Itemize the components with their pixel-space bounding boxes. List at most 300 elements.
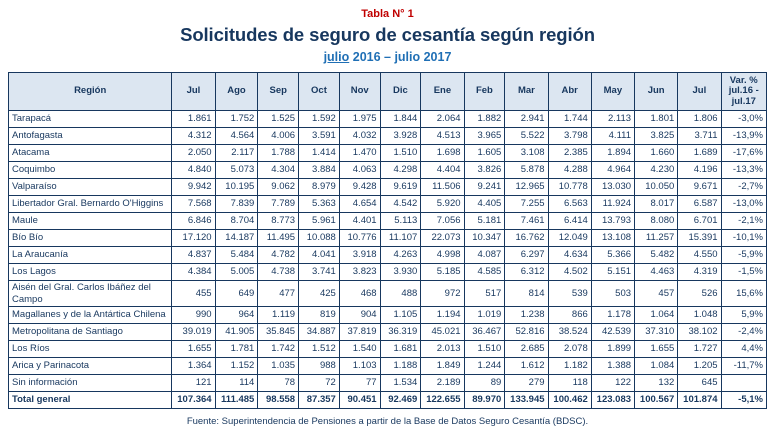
- row-variation-value: -3,0%: [721, 111, 766, 128]
- row-month-value: 5.366: [591, 247, 634, 264]
- table-row: [9, 307, 767, 324]
- col-header-variation: [721, 73, 766, 111]
- row-month-value: 10.050: [635, 179, 678, 196]
- row-month-value: 1.806: [678, 111, 721, 128]
- row-month-value: 2.064: [421, 111, 464, 128]
- row-month-value: 77: [339, 375, 380, 392]
- row-month-value: 503: [591, 281, 634, 307]
- table-row: [9, 358, 767, 375]
- row-month-value: 6.563: [548, 196, 591, 213]
- table-row: [9, 281, 767, 307]
- row-month-value: 1.592: [299, 111, 340, 128]
- row-month-value: 12.965: [505, 179, 548, 196]
- row-month-value: 101.874: [678, 392, 721, 409]
- row-month-value: 7.461: [505, 213, 548, 230]
- row-month-value: 7.839: [215, 196, 258, 213]
- row-month-value: 16.762: [505, 230, 548, 247]
- row-month-value: 988: [299, 358, 340, 375]
- row-month-value: 488: [380, 281, 421, 307]
- row-month-value: 118: [548, 375, 591, 392]
- row-month-value: 5.482: [635, 247, 678, 264]
- col-header-abr: Abr: [548, 73, 591, 111]
- row-month-value: 7.789: [258, 196, 299, 213]
- subtitle-range: 2016 – julio 2017: [349, 50, 452, 64]
- row-month-value: 4.654: [339, 196, 380, 213]
- row-variation-value: -2,7%: [721, 179, 766, 196]
- row-month-value: 1.182: [548, 358, 591, 375]
- row-month-value: 1.605: [464, 145, 505, 162]
- row-variation-value: -5,1%: [721, 392, 766, 409]
- row-month-value: 13.108: [591, 230, 634, 247]
- row-region-name: Libertador Gral. Bernardo O'Higgins: [9, 196, 172, 213]
- row-month-value: 5.484: [215, 247, 258, 264]
- row-month-value: 4.837: [172, 247, 215, 264]
- row-month-value: 14.187: [215, 230, 258, 247]
- row-month-value: 133.945: [505, 392, 548, 409]
- table-row: [9, 341, 767, 358]
- row-month-value: 972: [421, 281, 464, 307]
- row-month-value: 1.612: [505, 358, 548, 375]
- row-month-value: 36.467: [464, 324, 505, 341]
- row-month-value: 11.506: [421, 179, 464, 196]
- row-month-value: 819: [299, 307, 340, 324]
- col-header-jul17: Jul: [678, 73, 721, 111]
- row-region-name: Atacama: [9, 145, 172, 162]
- row-month-value: 34.887: [299, 324, 340, 341]
- row-month-value: 6.414: [548, 213, 591, 230]
- row-month-value: 4.006: [258, 128, 299, 145]
- row-month-value: 3.591: [299, 128, 340, 145]
- variation-line-2: jul.16 -: [728, 85, 759, 97]
- row-month-value: 1.744: [548, 111, 591, 128]
- col-header-jul16: Jul: [172, 73, 215, 111]
- row-variation-value: 15,6%: [721, 281, 766, 307]
- row-month-value: 1.119: [258, 307, 299, 324]
- row-variation-value: -11,7%: [721, 358, 766, 375]
- row-region-name: Maule: [9, 213, 172, 230]
- row-region-name: Valparaíso: [9, 179, 172, 196]
- row-month-value: 4.230: [635, 162, 678, 179]
- row-month-value: 5.113: [380, 213, 421, 230]
- row-month-value: 1.238: [505, 307, 548, 324]
- row-month-value: 10.776: [339, 230, 380, 247]
- row-month-value: 22.073: [421, 230, 464, 247]
- row-month-value: 89.970: [464, 392, 505, 409]
- row-month-value: 3.108: [505, 145, 548, 162]
- row-month-value: 3.928: [380, 128, 421, 145]
- row-month-value: 1.681: [380, 341, 421, 358]
- row-month-value: 4.041: [299, 247, 340, 264]
- row-month-value: 1.788: [258, 145, 299, 162]
- row-month-value: 5.961: [299, 213, 340, 230]
- row-month-value: 1.105: [380, 307, 421, 324]
- row-month-value: 1.525: [258, 111, 299, 128]
- row-month-value: 5.920: [421, 196, 464, 213]
- row-month-value: 4.087: [464, 247, 505, 264]
- table-row: [9, 264, 767, 281]
- row-month-value: 539: [548, 281, 591, 307]
- row-month-value: 39.019: [172, 324, 215, 341]
- variation-line-3: jul.17: [731, 95, 756, 107]
- row-month-value: 78: [258, 375, 299, 392]
- row-month-value: 1.861: [172, 111, 215, 128]
- col-header-ago: Ago: [215, 73, 258, 111]
- row-month-value: 7.056: [421, 213, 464, 230]
- row-month-value: 11.924: [591, 196, 634, 213]
- row-month-value: 2.078: [548, 341, 591, 358]
- row-month-value: 38.524: [548, 324, 591, 341]
- page-subtitle: [8, 50, 767, 64]
- row-month-value: 1.178: [591, 307, 634, 324]
- source-note: Fuente: Superintendencia de Pensiones a partir de la Base de Datos Seguro Cesantía (BDSC).: [186, 416, 589, 427]
- row-month-value: 38.102: [678, 324, 721, 341]
- row-month-value: 41.905: [215, 324, 258, 341]
- row-month-value: 904: [339, 307, 380, 324]
- row-month-value: 4.196: [678, 162, 721, 179]
- row-month-value: 1.048: [678, 307, 721, 324]
- col-header-region: Región: [9, 73, 172, 111]
- row-region-name: Tarapacá: [9, 111, 172, 128]
- row-month-value: 1.194: [421, 307, 464, 324]
- col-header-nov: Nov: [339, 73, 380, 111]
- row-month-value: 1.244: [464, 358, 505, 375]
- row-month-value: 9.062: [258, 179, 299, 196]
- row-month-value: 9.241: [464, 179, 505, 196]
- row-month-value: 15.391: [678, 230, 721, 247]
- row-month-value: 1.510: [464, 341, 505, 358]
- row-month-value: 1.899: [591, 341, 634, 358]
- row-month-value: 279: [505, 375, 548, 392]
- subtitle-month: julio: [323, 50, 350, 64]
- row-month-value: 1.882: [464, 111, 505, 128]
- row-month-value: 1.844: [380, 111, 421, 128]
- row-month-value: 5.363: [299, 196, 340, 213]
- row-region-name: Arica y Parinacota: [9, 358, 172, 375]
- row-month-value: 6.587: [678, 196, 721, 213]
- row-month-value: 1.727: [678, 341, 721, 358]
- row-month-value: 4.998: [421, 247, 464, 264]
- row-month-value: 964: [215, 307, 258, 324]
- row-month-value: 2.189: [421, 375, 464, 392]
- row-month-value: 5.522: [505, 128, 548, 145]
- row-month-value: 4.840: [172, 162, 215, 179]
- table-row: [9, 375, 767, 392]
- row-month-value: 3.798: [548, 128, 591, 145]
- row-month-value: 1.534: [380, 375, 421, 392]
- row-month-value: 2.385: [548, 145, 591, 162]
- row-region-name: Coquimbo: [9, 162, 172, 179]
- row-month-value: 111.485: [215, 392, 258, 409]
- row-month-value: 10.347: [464, 230, 505, 247]
- row-month-value: 2.050: [172, 145, 215, 162]
- row-month-value: 1.512: [299, 341, 340, 358]
- row-month-value: 3.741: [299, 264, 340, 281]
- row-month-value: 10.195: [215, 179, 258, 196]
- row-variation-value: -2,4%: [721, 324, 766, 341]
- row-month-value: 649: [215, 281, 258, 307]
- row-month-value: 8.704: [215, 213, 258, 230]
- row-month-value: 455: [172, 281, 215, 307]
- table-header: [9, 73, 767, 111]
- row-month-value: 12.049: [548, 230, 591, 247]
- row-month-value: 1.655: [635, 341, 678, 358]
- row-month-value: 3.711: [678, 128, 721, 145]
- row-month-value: 2.013: [421, 341, 464, 358]
- row-month-value: 10.088: [299, 230, 340, 247]
- row-variation-value: 4,4%: [721, 341, 766, 358]
- row-variation-value: 5,9%: [721, 307, 766, 324]
- row-month-value: 52.816: [505, 324, 548, 341]
- row-month-value: 90.451: [339, 392, 380, 409]
- row-month-value: 36.319: [380, 324, 421, 341]
- row-month-value: 9.428: [339, 179, 380, 196]
- row-region-name: Total general: [9, 392, 172, 409]
- table-row: [9, 128, 767, 145]
- row-month-value: 4.542: [380, 196, 421, 213]
- row-region-name: Aisén del Gral. Carlos Ibáñez del Campo: [9, 281, 172, 307]
- row-month-value: 87.357: [299, 392, 340, 409]
- row-month-value: 11.257: [635, 230, 678, 247]
- row-month-value: 4.063: [339, 162, 380, 179]
- row-month-value: 4.263: [380, 247, 421, 264]
- row-month-value: 100.462: [548, 392, 591, 409]
- row-region-name: Metropolitana de Santiago: [9, 324, 172, 341]
- table-row: [9, 196, 767, 213]
- row-month-value: 1.540: [339, 341, 380, 358]
- row-month-value: 4.513: [421, 128, 464, 145]
- row-month-value: 122: [591, 375, 634, 392]
- col-header-feb: Feb: [464, 73, 505, 111]
- row-month-value: 37.819: [339, 324, 380, 341]
- row-variation-value: -13,0%: [721, 196, 766, 213]
- row-month-value: 6.297: [505, 247, 548, 264]
- row-variation-value: -2,1%: [721, 213, 766, 230]
- row-month-value: 4.111: [591, 128, 634, 145]
- row-month-value: 8.979: [299, 179, 340, 196]
- row-month-value: 4.288: [548, 162, 591, 179]
- row-region-name: Magallanes y de la Antártica Chilena: [9, 307, 172, 324]
- row-month-value: 6.846: [172, 213, 215, 230]
- col-header-may: May: [591, 73, 634, 111]
- row-month-value: 3.826: [464, 162, 505, 179]
- row-month-value: 1.084: [635, 358, 678, 375]
- row-variation-value: -17,6%: [721, 145, 766, 162]
- row-month-value: 1.019: [464, 307, 505, 324]
- row-month-value: 8.080: [635, 213, 678, 230]
- col-header-sep: Sep: [258, 73, 299, 111]
- row-month-value: 7.255: [505, 196, 548, 213]
- page-title: Solicitudes de seguro de cesantía según región: [180, 24, 595, 45]
- row-month-value: 5.151: [591, 264, 634, 281]
- row-month-value: 2.117: [215, 145, 258, 162]
- row-month-value: 6.701: [678, 213, 721, 230]
- row-region-name: Sin información: [9, 375, 172, 392]
- row-month-value: 114: [215, 375, 258, 392]
- row-month-value: 1.064: [635, 307, 678, 324]
- row-month-value: 121: [172, 375, 215, 392]
- row-month-value: 1.975: [339, 111, 380, 128]
- row-month-value: 92.469: [380, 392, 421, 409]
- row-variation-value: -5,9%: [721, 247, 766, 264]
- row-month-value: 9.671: [678, 179, 721, 196]
- row-month-value: 5.181: [464, 213, 505, 230]
- data-table: [8, 72, 767, 409]
- row-region-name: Antofagasta: [9, 128, 172, 145]
- row-month-value: 4.032: [339, 128, 380, 145]
- col-header-jun: Jun: [635, 73, 678, 111]
- col-header-oct: Oct: [299, 73, 340, 111]
- row-month-value: 5.073: [215, 162, 258, 179]
- row-month-value: 526: [678, 281, 721, 307]
- row-month-value: 4.312: [172, 128, 215, 145]
- row-month-value: 814: [505, 281, 548, 307]
- row-month-value: 8.017: [635, 196, 678, 213]
- row-month-value: 4.401: [339, 213, 380, 230]
- row-month-value: 4.782: [258, 247, 299, 264]
- table-row: [9, 213, 767, 230]
- row-month-value: 477: [258, 281, 299, 307]
- row-month-value: 5.185: [421, 264, 464, 281]
- row-month-value: 1.742: [258, 341, 299, 358]
- row-month-value: 4.298: [380, 162, 421, 179]
- row-month-value: 10.778: [548, 179, 591, 196]
- table-row: [9, 230, 767, 247]
- row-month-value: 3.825: [635, 128, 678, 145]
- row-month-value: 11.495: [258, 230, 299, 247]
- row-month-value: 8.773: [258, 213, 299, 230]
- row-month-value: 1.655: [172, 341, 215, 358]
- row-month-value: 4.964: [591, 162, 634, 179]
- row-month-value: 2.941: [505, 111, 548, 128]
- row-variation-value: [721, 375, 766, 392]
- row-month-value: 13.030: [591, 179, 634, 196]
- table-row: [9, 324, 767, 341]
- row-month-value: 3.965: [464, 128, 505, 145]
- table-row: [9, 162, 767, 179]
- variation-line-1: Var. %: [729, 75, 758, 86]
- row-month-value: 2.685: [505, 341, 548, 358]
- table-row: [9, 145, 767, 162]
- row-month-value: 1.660: [635, 145, 678, 162]
- row-month-value: 1.470: [339, 145, 380, 162]
- row-month-value: 107.364: [172, 392, 215, 409]
- table-row: [9, 247, 767, 264]
- row-month-value: 7.568: [172, 196, 215, 213]
- row-month-value: 4.585: [464, 264, 505, 281]
- row-month-value: 1.894: [591, 145, 634, 162]
- row-month-value: 1.205: [678, 358, 721, 375]
- row-month-value: 1.388: [591, 358, 634, 375]
- row-month-value: 9.942: [172, 179, 215, 196]
- row-month-value: 72: [299, 375, 340, 392]
- row-month-value: 4.404: [421, 162, 464, 179]
- row-month-value: 3.918: [339, 247, 380, 264]
- row-month-value: 4.405: [464, 196, 505, 213]
- row-month-value: 1.698: [421, 145, 464, 162]
- row-month-value: 1.152: [215, 358, 258, 375]
- row-month-value: 3.884: [299, 162, 340, 179]
- table-row: [9, 111, 767, 128]
- col-header-mar: Mar: [505, 73, 548, 111]
- row-month-value: 1.781: [215, 341, 258, 358]
- row-month-value: 1.414: [299, 145, 340, 162]
- row-region-name: La Araucanía: [9, 247, 172, 264]
- row-region-name: Los Lagos: [9, 264, 172, 281]
- row-month-value: 100.567: [635, 392, 678, 409]
- row-variation-value: -1,5%: [721, 264, 766, 281]
- table-row: [9, 392, 767, 409]
- row-month-value: 2.113: [591, 111, 634, 128]
- row-month-value: 122.655: [421, 392, 464, 409]
- row-month-value: 35.845: [258, 324, 299, 341]
- row-variation-value: -13,9%: [721, 128, 766, 145]
- row-month-value: 4.634: [548, 247, 591, 264]
- row-month-value: 1.188: [380, 358, 421, 375]
- col-header-dic: Dic: [380, 73, 421, 111]
- row-month-value: 4.304: [258, 162, 299, 179]
- row-month-value: 1.849: [421, 358, 464, 375]
- row-month-value: 5.005: [215, 264, 258, 281]
- row-month-value: 866: [548, 307, 591, 324]
- row-month-value: 1.035: [258, 358, 299, 375]
- row-month-value: 6.312: [505, 264, 548, 281]
- row-month-value: 13.793: [591, 213, 634, 230]
- row-month-value: 17.120: [172, 230, 215, 247]
- row-month-value: 4.384: [172, 264, 215, 281]
- row-month-value: 1.364: [172, 358, 215, 375]
- row-month-value: 89: [464, 375, 505, 392]
- row-month-value: 468: [339, 281, 380, 307]
- row-month-value: 517: [464, 281, 505, 307]
- row-month-value: 123.083: [591, 392, 634, 409]
- row-month-value: 4.319: [678, 264, 721, 281]
- row-month-value: 3.930: [380, 264, 421, 281]
- row-month-value: 1.510: [380, 145, 421, 162]
- row-month-value: 132: [635, 375, 678, 392]
- row-variation-value: -10,1%: [721, 230, 766, 247]
- row-month-value: 4.550: [678, 247, 721, 264]
- table-header-row: [9, 73, 767, 111]
- row-month-value: 4.463: [635, 264, 678, 281]
- row-variation-value: -13,3%: [721, 162, 766, 179]
- row-month-value: 1.103: [339, 358, 380, 375]
- row-month-value: 4.502: [548, 264, 591, 281]
- row-month-value: 1.752: [215, 111, 258, 128]
- row-month-value: 4.564: [215, 128, 258, 145]
- row-month-value: 1.801: [635, 111, 678, 128]
- table-row: [9, 179, 767, 196]
- row-region-name: Los Ríos: [9, 341, 172, 358]
- row-month-value: 990: [172, 307, 215, 324]
- row-month-value: 1.689: [678, 145, 721, 162]
- row-month-value: 98.558: [258, 392, 299, 409]
- col-header-ene: Ene: [421, 73, 464, 111]
- row-month-value: 5.878: [505, 162, 548, 179]
- row-month-value: 4.738: [258, 264, 299, 281]
- table-number-label: Tabla N° 1: [361, 8, 414, 20]
- row-month-value: 3.823: [339, 264, 380, 281]
- row-month-value: 45.021: [421, 324, 464, 341]
- row-month-value: 457: [635, 281, 678, 307]
- row-month-value: 37.310: [635, 324, 678, 341]
- row-month-value: 42.539: [591, 324, 634, 341]
- row-month-value: 645: [678, 375, 721, 392]
- row-month-value: 11.107: [380, 230, 421, 247]
- row-region-name: Bío Bío: [9, 230, 172, 247]
- row-month-value: 9.619: [380, 179, 421, 196]
- table-body: [9, 111, 767, 409]
- row-month-value: 425: [299, 281, 340, 307]
